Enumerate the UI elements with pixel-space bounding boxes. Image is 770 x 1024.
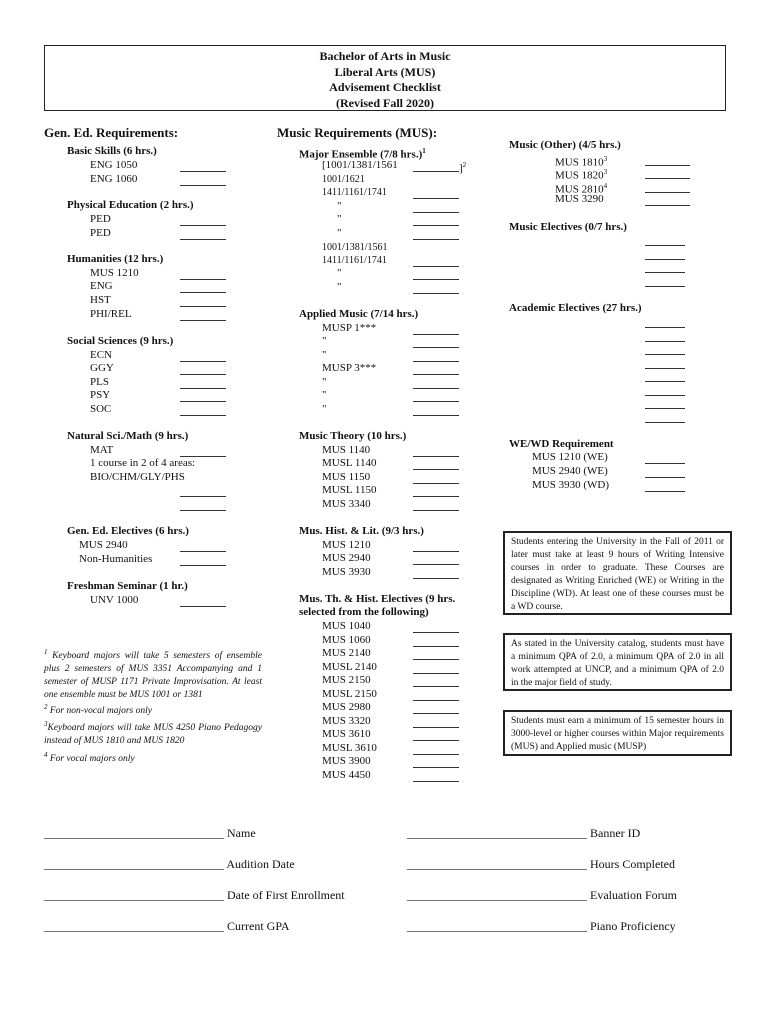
blank-line[interactable] (180, 606, 226, 607)
blank-line[interactable] (413, 646, 459, 647)
th-hist-item: MUS 3900 (322, 755, 371, 767)
th-hist-item: MUS 3320 (322, 715, 371, 727)
blank-line[interactable] (413, 727, 459, 728)
blank-line[interactable] (413, 401, 459, 402)
blank-line[interactable] (645, 286, 685, 287)
theory-item: MUS 1140 (322, 444, 371, 456)
blank-line[interactable] (413, 266, 459, 267)
th-hist-item: MUSL 3610 (322, 742, 377, 754)
ensemble-item: ]$^2$ (459, 161, 467, 175)
blank-line[interactable] (645, 341, 685, 342)
ensemble-item: " (337, 227, 342, 239)
blank-line[interactable] (413, 700, 459, 701)
music-other-item: MUS 1820$^3$ (555, 168, 608, 182)
course-item: 1 course in 2 of 4 areas: (90, 457, 196, 469)
blank-line[interactable] (645, 381, 685, 382)
course-item: MUS 1210 (90, 267, 139, 279)
ensemble-item: 1001/1621 (322, 174, 365, 185)
th-hist-label-2: selected from the following) (299, 606, 429, 618)
applied-item: " (322, 389, 327, 401)
footnote-2: $^2$ For non-vocal majors only (44, 703, 152, 717)
theory-item: MUSL 1150 (322, 484, 377, 496)
blank-line[interactable] (180, 374, 226, 375)
applied-label: Applied Music (7/14 hrs.) (299, 308, 419, 320)
ensemble-label: Major Ensemble (7/8 hrs.)$^1$ (299, 147, 426, 161)
music-electives-label: Music Electives (0/7 hrs.) (509, 221, 627, 233)
course-item: ENG (90, 280, 113, 292)
th-hist-item: MUSL 2150 (322, 688, 377, 700)
th-hist-item: MUS 3610 (322, 728, 371, 740)
course-item: PED (90, 213, 111, 225)
history-item: MUS 3930 (322, 566, 371, 578)
blank-line[interactable] (180, 551, 226, 552)
course-item: BIO/CHM/GLY/PHS (90, 471, 185, 483)
blank-line[interactable] (645, 477, 685, 478)
phys-ed-label: Physical Education (2 hrs.) (67, 199, 194, 211)
music-heading: Music Requirements (MUS): (277, 125, 438, 140)
theory-item: MUS 1150 (322, 471, 371, 483)
blank-line[interactable] (645, 272, 685, 273)
blank-line[interactable] (180, 388, 226, 389)
blank-line[interactable] (645, 463, 685, 464)
blank-line[interactable] (413, 212, 459, 213)
gen-ed-electives-label: Gen. Ed. Electives (6 hrs.) (67, 525, 189, 537)
blank-line[interactable] (413, 483, 459, 484)
blank-line[interactable] (180, 510, 226, 511)
blank-line[interactable] (413, 578, 459, 579)
th-hist-item: MUS 2980 (322, 701, 371, 713)
course-item: ECN (90, 349, 112, 361)
blank-line[interactable] (180, 185, 226, 186)
course-item: MAT (90, 444, 114, 456)
th-hist-item: MUS 1060 (322, 634, 371, 646)
wewd-label: WE/WD Requirement (509, 438, 614, 450)
music-other-item: MUS 3290 (555, 193, 604, 205)
wewd-item: MUS 1210 (WE) (532, 451, 608, 463)
blank-line[interactable] (413, 469, 459, 470)
ensemble-item: " (337, 213, 342, 225)
blank-line[interactable] (645, 259, 685, 260)
ensemble-item: 1411/1161/1741 (322, 255, 387, 266)
course-item: PHI/REL (90, 308, 132, 320)
blank-line[interactable] (180, 565, 226, 566)
applied-item: " (322, 376, 327, 388)
blank-line[interactable] (645, 245, 685, 246)
blank-line[interactable] (413, 171, 459, 172)
blank-line[interactable] (180, 239, 226, 240)
applied-item: MUSP 3*** (322, 362, 377, 374)
applied-item: " (322, 335, 327, 347)
history-item: MUS 1210 (322, 539, 371, 551)
th-hist-item: MUS 2150 (322, 674, 371, 686)
blank-line[interactable] (413, 740, 459, 741)
applied-item: MUSP 1*** (322, 322, 377, 334)
blank-line[interactable] (413, 510, 459, 511)
blank-line[interactable] (645, 408, 685, 409)
course-item: PED (90, 227, 111, 239)
signature-hours-completed[interactable]: ______________________________ Hours Completed (407, 857, 675, 871)
blank-line[interactable] (645, 178, 690, 179)
course-item: MUS 2940 (79, 539, 128, 551)
blank-line[interactable] (413, 334, 459, 335)
blank-line[interactable] (413, 415, 459, 416)
course-item: Non-Humanities (79, 553, 153, 565)
course-item: PSY (90, 389, 111, 401)
ensemble-item: " (337, 200, 342, 212)
blank-line[interactable] (645, 395, 685, 396)
ensemble-item: " (337, 267, 342, 279)
blank-line[interactable] (180, 320, 226, 321)
blank-line[interactable] (180, 171, 226, 172)
blank-line[interactable] (645, 192, 690, 193)
blank-line[interactable] (180, 496, 226, 497)
blank-line[interactable] (413, 551, 459, 552)
blank-line[interactable] (180, 225, 226, 226)
course-item: PLS (90, 376, 109, 388)
music-other-label: Music (Other) (4/5 hrs.) (509, 139, 621, 151)
course-item: SOC (90, 403, 112, 415)
signature-current-gpa[interactable]: ______________________________ Current GPA (44, 919, 290, 933)
wewd-item: MUS 2940 (WE) (532, 465, 608, 477)
th-hist-item: MUS 2140 (322, 647, 371, 659)
blank-line[interactable] (180, 306, 226, 307)
semester-hours-box: Students must earn a minimum of 15 semester hours in 3000-level or higher courses within Major requirements (MUS) and Applied music (MUSP) (503, 710, 732, 756)
basic-skills-label: Basic Skills (6 hrs.) (67, 145, 157, 157)
blank-line[interactable] (413, 279, 459, 280)
ensemble-item: " (337, 281, 342, 293)
blank-line[interactable] (413, 754, 459, 755)
blank-line[interactable] (645, 368, 685, 369)
signature-piano-proficiency[interactable]: ______________________________ Piano Proficiency (407, 919, 676, 933)
gen-ed-heading: Gen. Ed. Requirements: (44, 125, 179, 140)
applied-item: " (322, 349, 327, 361)
blank-line[interactable] (645, 165, 690, 166)
qpa-box: As stated in the University catalog, students must have a minimum QPA of 2.0, a minimum QPA of 2.0 in all work attempted at UNCP, and a minimum QPA of 2.0 in the major field of study. (503, 633, 732, 691)
academic-electives-label: Academic Electives (27 hrs.) (509, 302, 642, 314)
th-hist-label-1: Mus. Th. & Hist. Electives (9 hrs. (299, 593, 456, 605)
blank-line[interactable] (413, 767, 459, 768)
blank-line[interactable] (645, 354, 685, 355)
blank-line[interactable] (413, 361, 459, 362)
th-hist-item: MUS 1040 (322, 620, 371, 632)
music-other-item: MUS 2810$^4$ (555, 182, 608, 196)
ensemble-item: 1001/1381/1561 (322, 242, 388, 253)
ensemble-item: [1001/1381/1561 (322, 159, 398, 171)
theory-item: MUS 3340 (322, 498, 371, 510)
blank-line[interactable] (413, 564, 459, 565)
title-box (44, 45, 726, 111)
blank-line[interactable] (180, 401, 226, 402)
course-item: GGY (90, 362, 114, 374)
history-label: Mus. Hist. & Lit. (9/3 hrs.) (299, 525, 424, 537)
blank-line[interactable] (180, 361, 226, 362)
blank-line[interactable] (413, 225, 459, 226)
blank-line[interactable] (413, 632, 459, 633)
blank-line[interactable] (413, 347, 459, 348)
blank-line[interactable] (413, 686, 459, 687)
blank-line[interactable] (180, 279, 226, 280)
blank-line[interactable] (413, 198, 459, 199)
blank-line[interactable] (645, 205, 690, 206)
title-line-2: Liberal Arts (MUS) (334, 64, 436, 79)
signature-banner-id[interactable]: ______________________________ Banner ID (407, 826, 641, 840)
blank-line[interactable] (413, 496, 459, 497)
signature-evaluation-forum[interactable]: ______________________________ Evaluation Forum (407, 888, 677, 902)
title-line-4: (Revised Fall 2020) (336, 95, 434, 110)
blank-line[interactable] (413, 673, 459, 674)
social-sciences-label: Social Sciences (9 hrs.) (67, 335, 174, 347)
signature-first-enrollment[interactable]: ______________________________ Date of First Enrollment (44, 888, 345, 902)
seminar-label: Freshman Seminar (1 hr.) (67, 580, 188, 592)
footnote-3: $^3$Keyboard majors will take MUS 4250 Piano Pedagogy instead of MUS 1810 and MUS 1820 (44, 720, 262, 747)
blank-line[interactable] (413, 713, 459, 714)
signature-name[interactable]: ______________________________ Name (44, 826, 256, 840)
blank-line[interactable] (645, 491, 685, 492)
blank-line[interactable] (645, 422, 685, 423)
blank-line[interactable] (180, 415, 226, 416)
theory-label: Music Theory (10 hrs.) (299, 430, 407, 442)
course-item: HST (90, 294, 111, 306)
th-hist-item: MUSL 2140 (322, 661, 377, 673)
blank-line[interactable] (413, 388, 459, 389)
theory-item: MUSL 1140 (322, 457, 377, 469)
title-line-3: Advisement Checklist (329, 80, 441, 94)
footnote-1: $^1$ Keyboard majors will take 5 semesters of ensemble plus 2 semesters of MUS 3351 Accompanying and 1 semester of MUSP 1171 Private Improvisation. At least one ensemble must be MUS 1001 or 1381 (44, 648, 262, 701)
course-item: ENG 1050 (90, 159, 138, 171)
wewd-item: MUS 3930 (WD) (532, 479, 609, 491)
applied-item: " (322, 403, 327, 415)
blank-line[interactable] (413, 659, 459, 660)
ensemble-item: 1411/1161/1741 (322, 187, 387, 198)
signature-audition-date[interactable]: ______________________________ Audition Date (44, 857, 295, 871)
blank-line[interactable] (645, 327, 685, 328)
humanities-label: Humanities (12 hrs.) (67, 253, 164, 265)
course-item: UNV 1000 (90, 594, 139, 606)
course-item: ENG 1060 (90, 173, 138, 185)
blank-line[interactable] (413, 239, 459, 240)
blank-line[interactable] (413, 374, 459, 375)
th-hist-item: MUS 4450 (322, 769, 371, 781)
blank-line[interactable] (413, 781, 459, 782)
blank-line[interactable] (180, 292, 226, 293)
footnote-4: $^4$ For vocal majors only (44, 751, 135, 765)
blank-line[interactable] (413, 293, 459, 294)
music-other-item: MUS 1810$^3$ (555, 155, 608, 169)
writing-intensive-box: Students entering the University in the Fall of 2011 or later must take at least 9 hours of Writing Intensive courses in order to graduate. These Courses are designated as Writing Enriched (WE) or Writing in the Discipline (WD). At least one of these courses must be a WD course. (503, 531, 732, 615)
natsci-label: Natural Sci./Math (9 hrs.) (67, 430, 189, 442)
title-line-1: Bachelor of Arts in Music (319, 49, 451, 63)
blank-line[interactable] (413, 456, 459, 457)
history-item: MUS 2940 (322, 552, 371, 564)
